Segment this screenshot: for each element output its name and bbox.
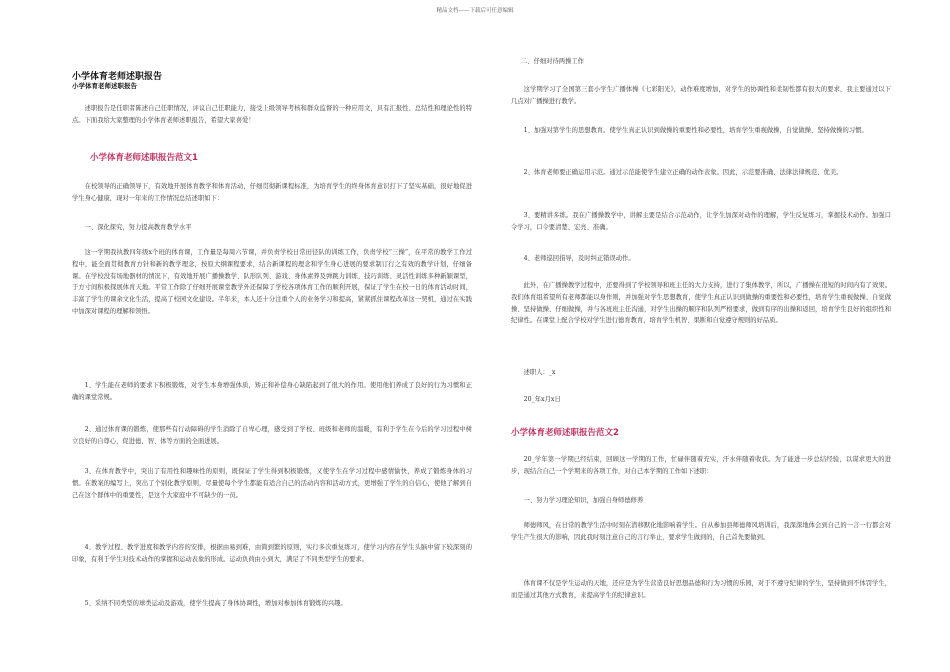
paragraph: 这一学期我执教四年级x个班的体育课，工作量是每周六节课，并负责学校日常田径队的训练工作，负责学校“三操”，在平常的教学工作过程中，能全面贯彻教育方针和新的教学理念，按原大纲课程要求，结合新课程的理念和学生身心进展的要求制订行之有效的教学计划，仔细备课。在学校没有场地器材的情况下，有效地开展广播操教学、队形队列、游戏、身体素养及弹跳力训练、技巧训练、灵活性训练多种新颖课型，于方寸间积极探展体育天地。平常工作除了仔细开展课堂教学外还保障了学校各项体育工作的顺利开展，保证了学生在校一日的体育活动时间，丰富了学生的课余文化生活，提高了校园文化建设。半年来，本人还十分注重个人的业务学习和提高，紧紧抓住课程改革这一契机，通过在实践中加深对课程的理解和领悟。	[72, 249, 472, 315]
paragraph: 4、老师巡回指导，及时纠正错误动作。	[523, 255, 635, 262]
paragraph: 此外，在广播操教学过程中，还要得到了学校领导和班主任的大力支持，进行了集体教学，所以，广播操在很短的时间内有了效果。我们体育组希望所有老师都能以身作则，并加强对学生思想教育，使学生真正认识到做操的重要性和必要性，培育学生重视做操、自觉做操、坚持做操、仔细做操，并与各班班主任沟通，对学生出操的顺序和队列严格要求，做到有序的出操和返回，培育学生良好的组织性和纪律性。在课堂上配合学校对学生进行德育教育，培育学生机智、果断和自觉遵守规则的好品质。	[511, 282, 891, 325]
subheading: 二、仔细对待两操工作	[521, 58, 584, 65]
paragraph: 2、通过体育课的锻炼，使那些有行动障碍的学生消除了自卑心理，感受到了学校、班级和老师的温暖，有利于学生在今后的学习过程中树立良好的自尊心，促进德、智、体等方面的全面进展。	[72, 426, 472, 445]
paragraph: 1、加强对第学生的思想教育。使学生真正认识到做操的重要性和必要性，培育学生重视做操，自觉做操、坚持做操的习惯。	[523, 127, 868, 134]
paragraph: 体育课不仅是学生运动的天地，还应是为学生营造良好思想品德和行为习惯的乐园，对于不遵守纪律的学生，坚持做到不体罚学生，而是通过其他方式教育，来提高学生的纪律意识。	[511, 580, 891, 599]
paragraph: 这学期学习了全国第三套小学生广播体操《七彩阳光》，动作难度增加，对学生的协调性和柔韧性都有很大的要求，我主要通过以下几点对广播操进行教学。	[511, 86, 891, 105]
section-heading-2: 小学体育老师述职报告范文2	[511, 428, 619, 438]
paragraph: 在校领导的正确领导下，有效地开展体育教学和体育活动，仔细贯彻新课程标准，为培育学生的终身体育意识打下了坚实基础，很好地促进学生身心健康，现对一年来的工作情况总结述职如下：	[72, 183, 472, 202]
paragraph: 1、学生能在老师的要求下积极锻炼，对学生本身增强体质，矫正和补偿身心缺陷起到了很大的作用。使用他们养成了良好的行为习惯和正确的课堂常规。	[72, 382, 472, 401]
paragraph: 20_学年第一学期已经结束，回顾这一学期的工作，忙碌伴随着充实，汗水伴随着收获。为了能进一步总结经验，以谋求更大的进步，现结合自己一个学期来的各项工作，对自己本学期的工作如下述职：	[511, 456, 891, 475]
subheading: 一、深化探究，努力提高教育教学水平	[84, 224, 192, 231]
section-heading-1: 小学体育老师述职报告范文1	[90, 153, 198, 163]
paragraph: 师德师风，在日常的教学生活中时刻在潜移默化地影响着学生。自从参加县师德师风培训后，我深深地体会到自己的一言一行都会对学生产生很大的影响，因此我时刻注意自己的言行举止，要求学生做到的，自己首先要做到。	[511, 522, 891, 541]
paragraph: 4、教学过程、教学进度和教学内容的安排，根据由易到难，由简到繁的原则，实行多次重复练习，使学习内容在学生头脑中留下较深刻的印象，有利于学生对技术动作的掌握和运动表象的形成。运动负荷由小到大，满足了不同类型学生的要求。	[72, 544, 472, 563]
paragraph: 3、要精讲多练。我在广播操教学中，讲解主要是结合示范动作，让学生加深对动作的理解，学生反复练习，掌握技术动作。加强口令学习，口令要清楚、宏亮、准确。	[511, 212, 891, 231]
document-subtitle: 小学体育老师述职报告	[72, 82, 137, 90]
document-title: 小学体育老师述职报告	[72, 72, 163, 82]
paragraph: 5、采纳不同类型的球类运动及游戏，使学生提高了身体协调性，增加对参加体育锻炼的兴趣。	[84, 600, 347, 607]
header-note: 精品文档——下载后可任意编辑	[436, 8, 514, 14]
signature-line: 述职人：_x	[523, 369, 556, 376]
subheading: 一、努力学习理论知识，加强自身师德修养	[523, 497, 644, 504]
date-line: 20_年x月x日	[523, 396, 561, 403]
paragraph: 3、在体育教学中，突出了有用性和趣味性的原则，既保证了学生得到积极锻炼，又使学生在学习过程中感情愉快，养成了锻炼身体的习惯。在教案的编写上，突出了个别化教学原则，尽量使每个学生都能有适合自己的活动内容和活动方式，更增强了学生的自信心，使他了解到自己在这个群体中的重要性，是这个大家庭中不可缺少的一员。	[72, 468, 472, 499]
paragraph: 2、体育老师要正确运用示范。通过示范能使学生建立正确的动作表象。因此，示范要准确、法律法律规范、优美。	[523, 169, 843, 176]
intro-paragraph: 述职报告是任职者陈述自己任职情况，评议自己任职能力，接受上级领导考核和群众监督的一种应用文，具有汇报性、总结性和理论性的特点。下面我给大家整理的小学体育老师述职报告，希望大家喜爱！	[72, 105, 472, 124]
